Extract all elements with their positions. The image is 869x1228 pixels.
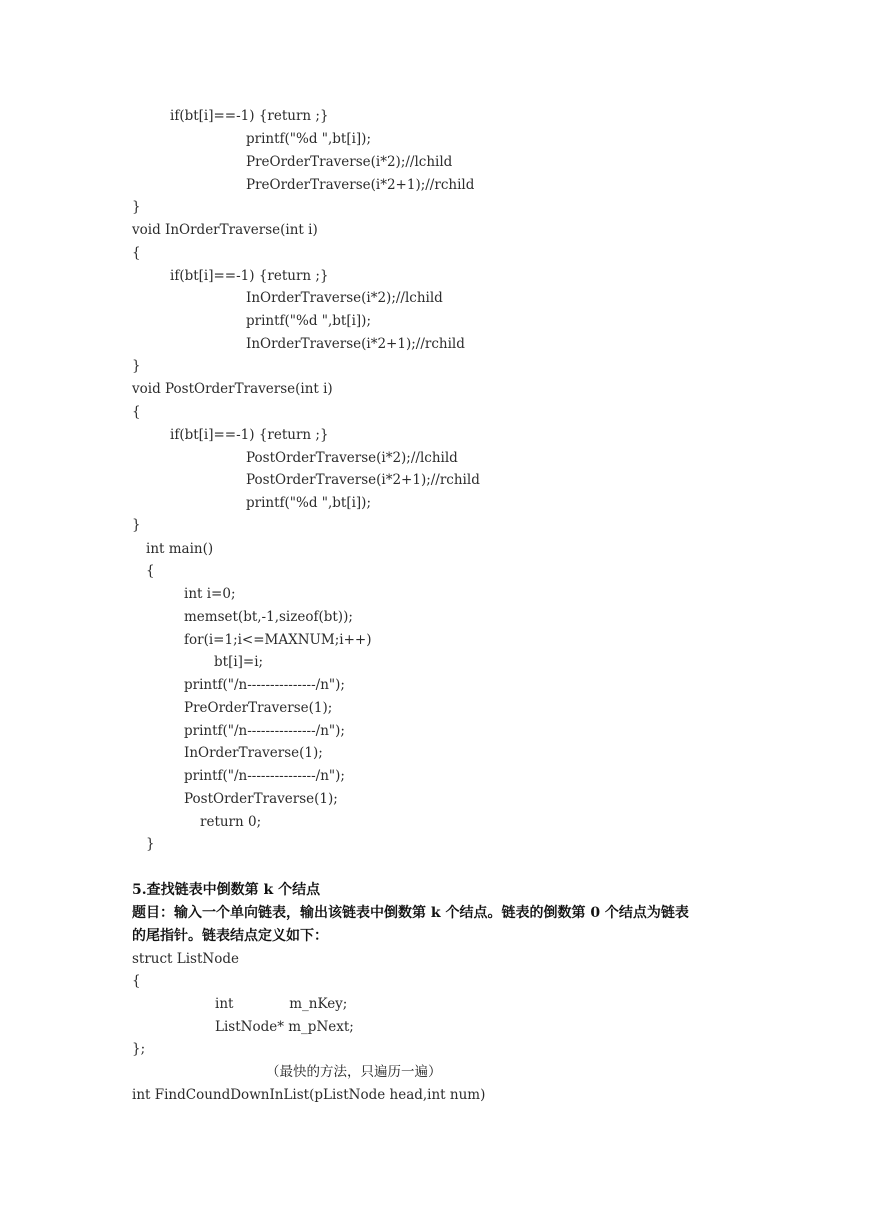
problem-statement-cont: 的尾指针。链表结点定义如下： — [132, 928, 328, 944]
code-line: { — [146, 563, 155, 579]
code-line: if(bt[i]==-1) {return ;} — [170, 427, 329, 443]
code-line: if(bt[i]==-1) {return ;} — [170, 108, 329, 124]
code-line: struct ListNode — [132, 951, 239, 967]
code-line: printf("%d ",bt[i]); — [246, 495, 372, 511]
code-line: InOrderTraverse(1); — [184, 745, 323, 761]
code-line: PostOrderTraverse(i*2);//lchild — [246, 450, 458, 466]
code-line: PreOrderTraverse(i*2+1);//rchild — [246, 177, 475, 193]
code-line: bt[i]=i; — [214, 654, 264, 670]
code-line: printf("/n---------------/n"); — [184, 677, 345, 693]
code-line: PostOrderTraverse(1); — [184, 791, 338, 807]
code-line: if(bt[i]==-1) {return ;} — [170, 268, 329, 284]
code-line: PreOrderTraverse(1); — [184, 700, 333, 716]
code-line: void InOrderTraverse(int i) — [132, 222, 318, 238]
code-line: { — [132, 404, 141, 420]
code-line: int m_nKey; — [215, 996, 348, 1012]
code-line: } — [132, 358, 141, 374]
code-line: printf("/n---------------/n"); — [184, 723, 345, 739]
code-line: }; — [132, 1041, 146, 1057]
code-line: ListNode* m_pNext; — [215, 1019, 354, 1035]
code-line: InOrderTraverse(i*2+1);//rchild — [246, 336, 465, 352]
code-line: printf("%d ",bt[i]); — [246, 131, 372, 147]
code-line: } — [132, 517, 141, 533]
code-line: for(i=1;i<=MAXNUM;i++) — [184, 632, 372, 648]
code-line: printf("%d ",bt[i]); — [246, 313, 372, 329]
code-line: { — [132, 973, 141, 989]
code-line: InOrderTraverse(i*2);//lchild — [246, 290, 443, 306]
method-note: （最快的方法，只遍历一遍） — [266, 1064, 442, 1080]
code-line: memset(bt,-1,sizeof(bt)); — [184, 609, 353, 625]
problem-statement: 题目：输入一个单向链表，输出该链表中倒数第 k 个结点。链表的倒数第 0 个结点为链表 — [132, 905, 689, 921]
code-line: } — [146, 836, 155, 852]
code-line: } — [132, 199, 141, 215]
code-line: int main() — [146, 541, 214, 557]
code-line: return 0; — [200, 814, 262, 830]
code-line: int i=0; — [184, 586, 236, 602]
section-heading: 5.查找链表中倒数第 k 个结点 — [132, 882, 321, 898]
code-line: { — [132, 245, 141, 261]
code-line: printf("/n---------------/n"); — [184, 768, 345, 784]
code-line: PreOrderTraverse(i*2);//lchild — [246, 154, 453, 170]
code-line: int FindCoundDownInList(pListNode head,int num) — [132, 1087, 486, 1103]
code-line: PostOrderTraverse(i*2+1);//rchild — [246, 472, 480, 488]
code-line: void PostOrderTraverse(int i) — [132, 381, 333, 397]
